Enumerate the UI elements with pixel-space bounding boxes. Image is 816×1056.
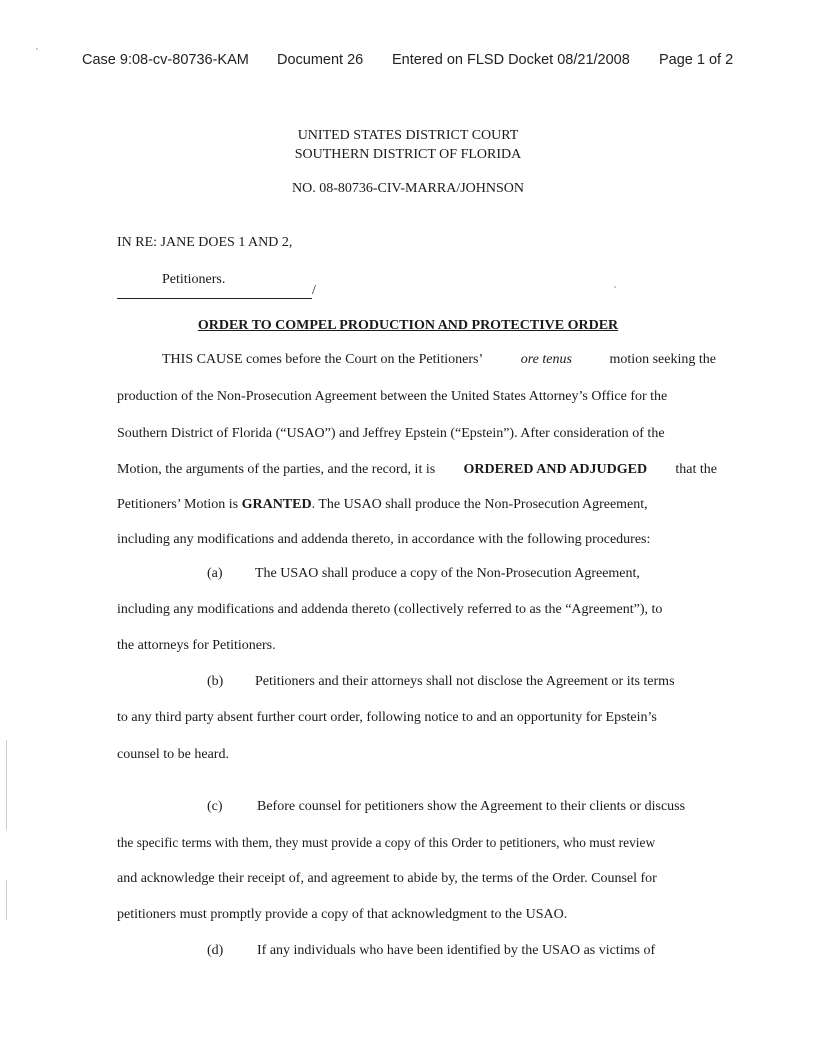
header-document-number: Document 26 <box>277 52 364 68</box>
paragraph-text: If any individuals who have been identified by the USAO as victims of <box>257 943 656 958</box>
intro-line-2 <box>117 389 717 405</box>
case-caption-role: Petitioners. <box>162 272 226 287</box>
caption-slash: / <box>312 283 316 298</box>
paragraph-a-label: (a) <box>207 566 223 581</box>
paragraph-c-label: (c) <box>207 799 223 814</box>
scan-speck <box>36 48 38 50</box>
paragraph-b-line-1: Petitioners and their attorneys shall not disclose the Agreement or its terms <box>255 674 675 689</box>
paragraph-b-label: (b) <box>207 674 224 689</box>
paragraph-c-line-1: Before counsel for petitioners show the Agreement to their clients or discuss <box>257 799 686 814</box>
paragraph-c-line-3: and acknowledge their receipt of, and agreement to abide by, the terms of the Order. Counsel for <box>117 871 657 886</box>
paragraph-b-line-3: counsel to be heard. <box>117 747 229 762</box>
paragraph-b-line-2: to any third party absent further court order, following notice to and an opportunity for Epstein’s <box>117 710 657 725</box>
intro-bold-granted: GRANTED <box>241 497 312 512</box>
intro-text: THIS CAUSE comes before the Court on the Petitioners’ <box>162 352 484 367</box>
intro-line-5 <box>117 497 648 513</box>
intro-line-6 <box>117 532 650 548</box>
scan-artifact-line <box>6 740 7 830</box>
intro-line-3 <box>117 426 717 442</box>
intro-text: Motion, the arguments of the parties, and the record, it is <box>117 462 436 477</box>
intro-text: that the <box>675 462 717 477</box>
intro-italic-term: ore tenus <box>520 352 572 367</box>
case-caption-parties: IN RE: JANE DOES 1 AND 2, <box>117 235 293 250</box>
court-district: SOUTHERN DISTRICT OF FLORIDA <box>294 147 522 162</box>
paragraph-c-line-2: the specific terms with them, they must provide a copy of this Order to petitioners, who must review <box>117 835 656 850</box>
paragraph-c-line-4: petitioners must promptly provide a copy of that acknowledgment to the USAO. <box>117 907 568 922</box>
intro-bold-ordered: ORDERED AND ADJUDGED <box>463 462 648 477</box>
case-number: NO. 08-80736-CIV-MARRA/JOHNSON <box>291 181 525 196</box>
scan-speck <box>614 286 616 288</box>
docket-header <box>0 52 816 76</box>
intro-text: including any modifications and addenda thereto, in accordance with the following procedures: <box>117 532 651 547</box>
paragraph-a-line-3: the attorneys for Petitioners. <box>117 638 276 653</box>
paragraph-a-line-1 <box>255 566 710 582</box>
intro-text: Petitioners’ Motion is <box>117 497 239 512</box>
scan-artifact-line <box>6 880 7 920</box>
order-title: ORDER TO COMPEL PRODUCTION AND PROTECTIVE ORDER <box>197 318 619 333</box>
intro-text: production of the Non-Prosecution Agreement between the United States Attorney’s Office for the <box>117 389 668 404</box>
intro-text: Southern District of Florida (“USAO”) and Jeffrey Epstein (“Epstein”). After consideration of the <box>117 426 665 441</box>
court-name: UNITED STATES DISTRICT COURT <box>297 128 519 143</box>
header-page-number: Page 1 of 2 <box>659 52 734 68</box>
intro-line-4 <box>117 462 717 478</box>
paragraph-d-line-1 <box>257 943 711 959</box>
intro-line-1 <box>162 352 716 368</box>
intro-text: motion seeking the <box>609 352 716 367</box>
caption-rule-line <box>117 297 312 299</box>
paragraph-a-line-2: including any modifications and addenda thereto (collectively referred to as the “Agreement”), to <box>117 602 663 617</box>
header-case-number: Case 9:08-cv-80736-KAM <box>82 52 249 68</box>
paragraph-d-label: (d) <box>207 943 224 958</box>
header-docket-entry: Entered on FLSD Docket 08/21/2008 <box>392 52 630 68</box>
intro-text: . The USAO shall produce the Non-Prosecution Agreement, <box>311 497 648 512</box>
paragraph-text: The USAO shall produce a copy of the Non-Prosecution Agreement, <box>255 566 640 581</box>
